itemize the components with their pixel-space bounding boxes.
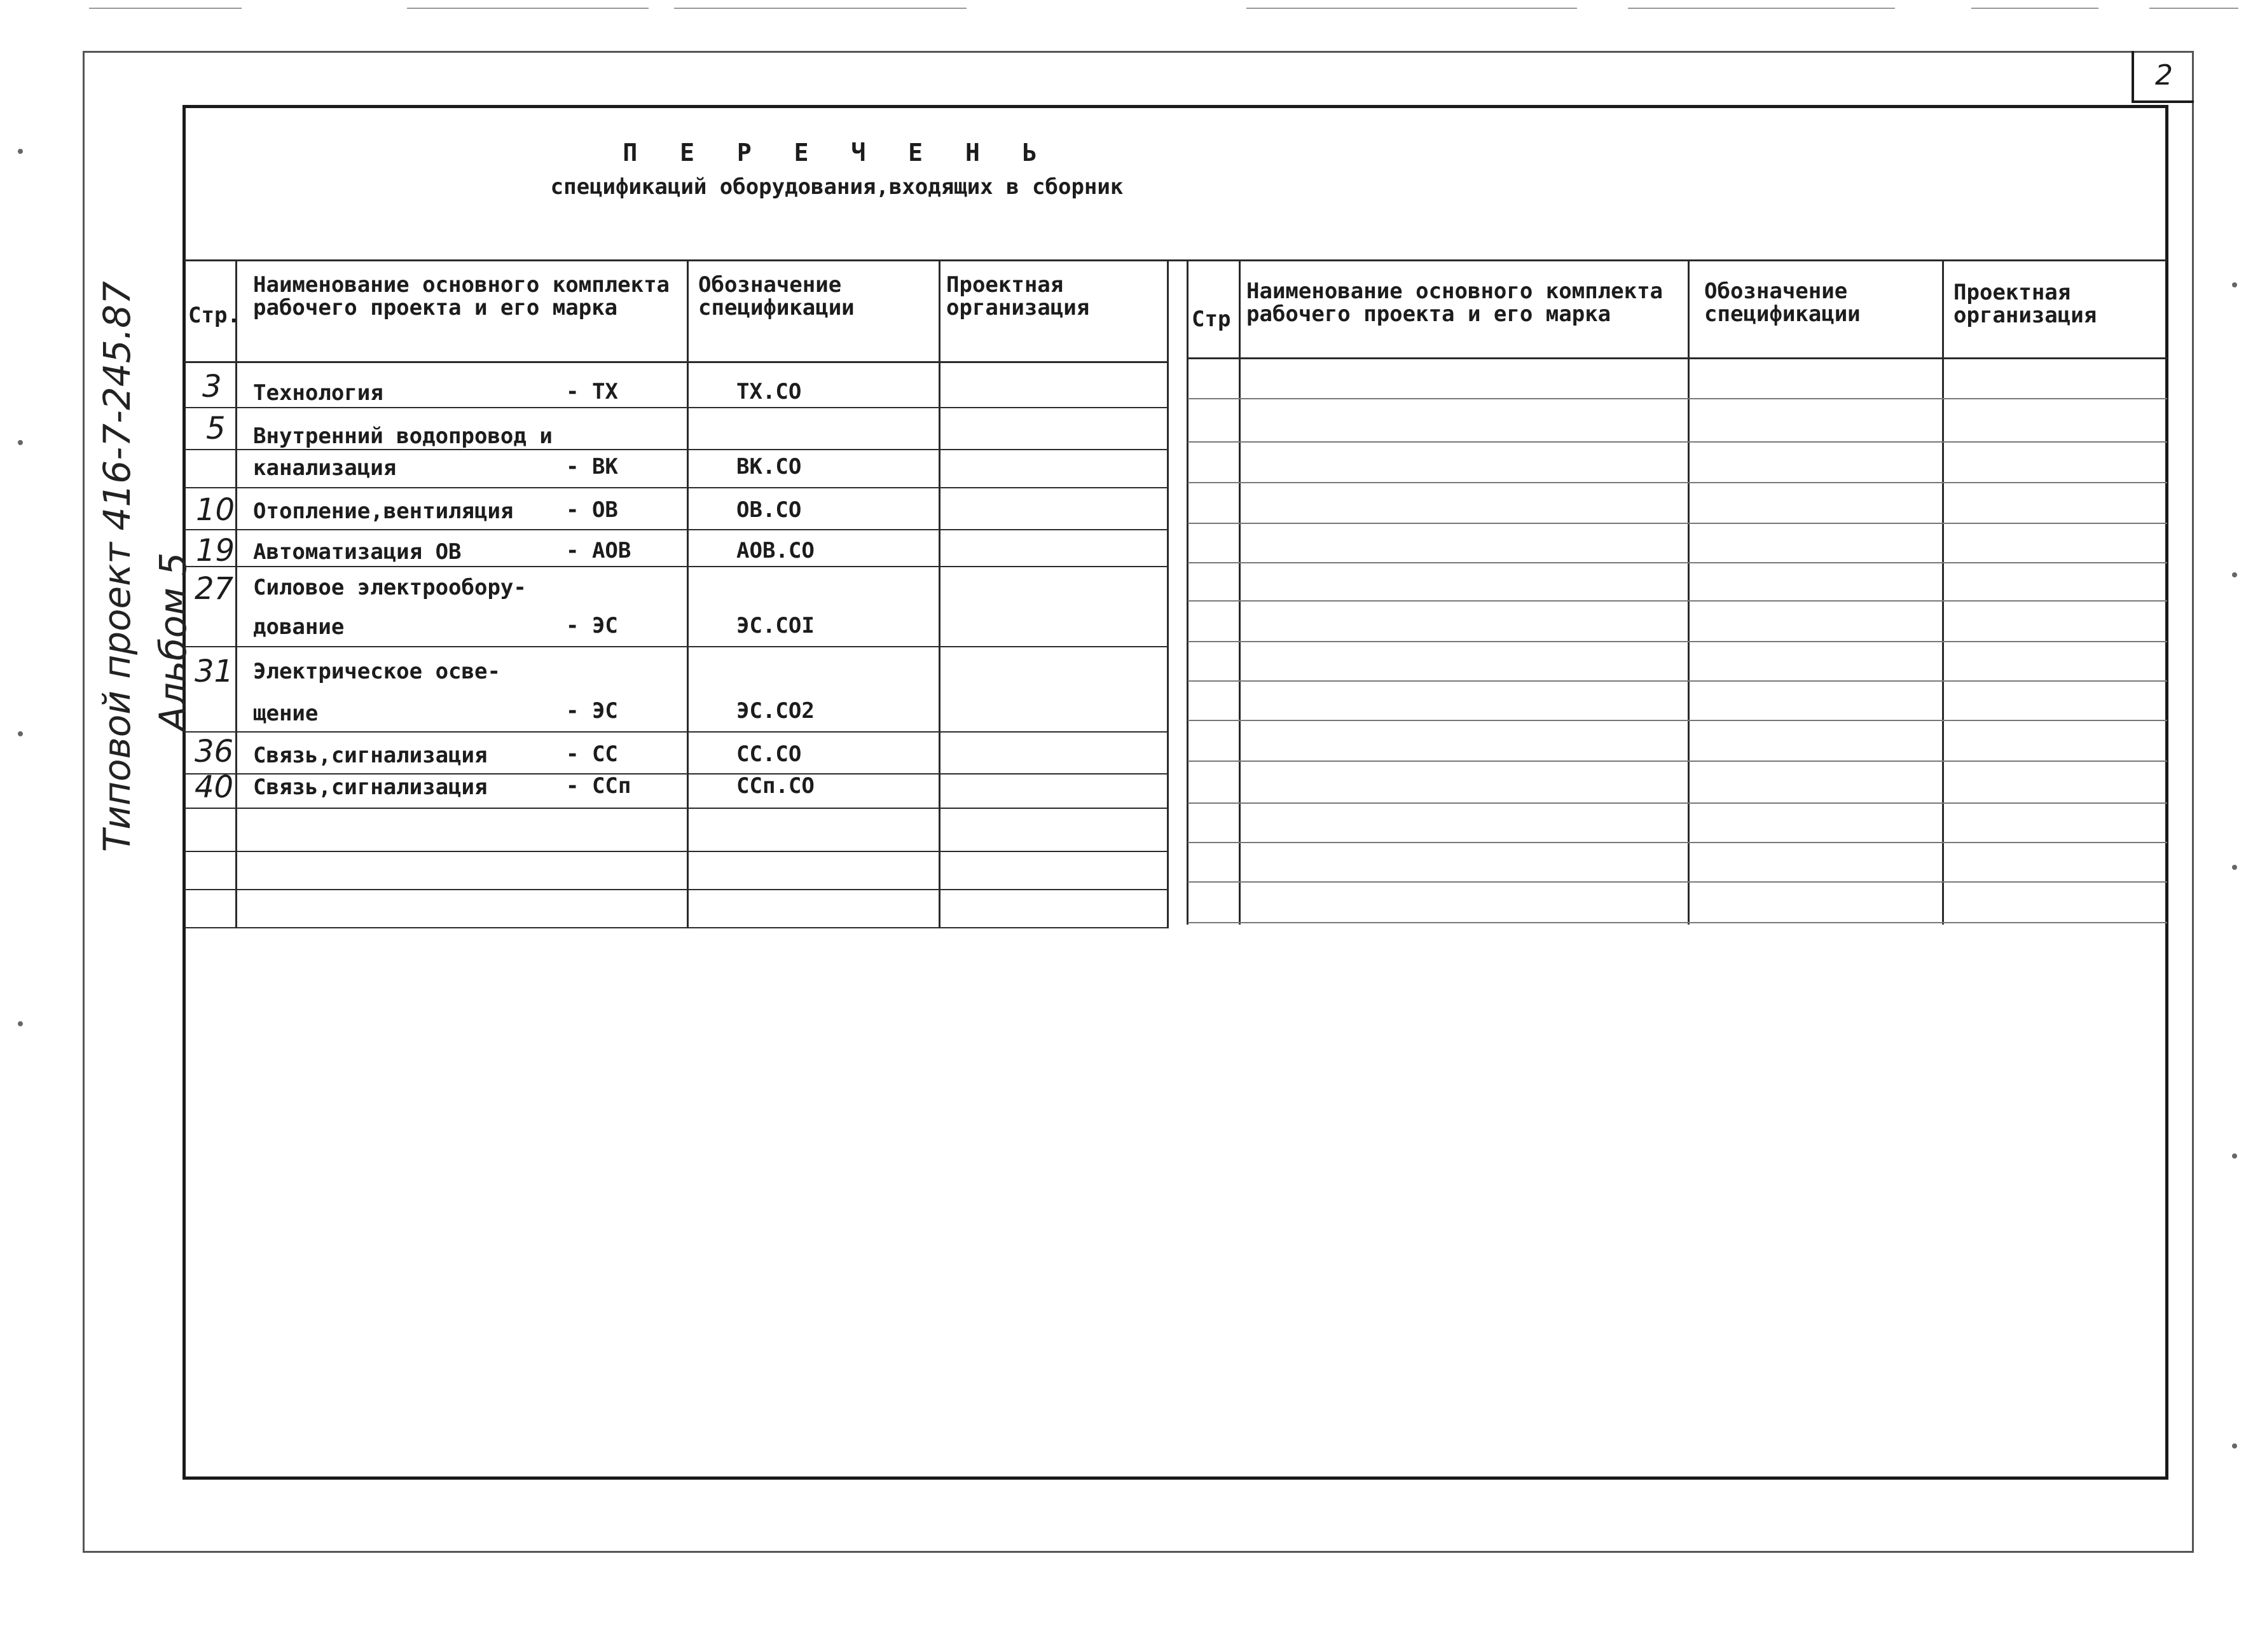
- left-header-name: Наименование основного комплекта рабочего проекта и его марка: [253, 272, 670, 320]
- left-header-page: Стр.: [188, 303, 240, 328]
- document-title: П Е Р Е Ч Е Н Ь: [623, 139, 1051, 167]
- right-header-designation: Обозначение спецификации: [1704, 279, 1861, 327]
- left-header-designation: Обозначение спецификации: [698, 272, 855, 320]
- sheet-number: 2: [2132, 51, 2194, 103]
- document-subtitle: спецификаций оборудования,входящих в сборник: [550, 174, 1124, 200]
- project-code: Типовой проект 416-7-245.87: [95, 281, 139, 852]
- album-number: Альбом 5: [151, 552, 195, 731]
- right-header-organization: Проектная организация: [1953, 280, 2097, 328]
- right-header-page: Стр: [1192, 306, 1231, 332]
- right-header-name: Наименование основного комплекта рабочего проекта и его марка: [1246, 279, 1664, 327]
- left-header-organization: Проектная организация: [946, 272, 1090, 320]
